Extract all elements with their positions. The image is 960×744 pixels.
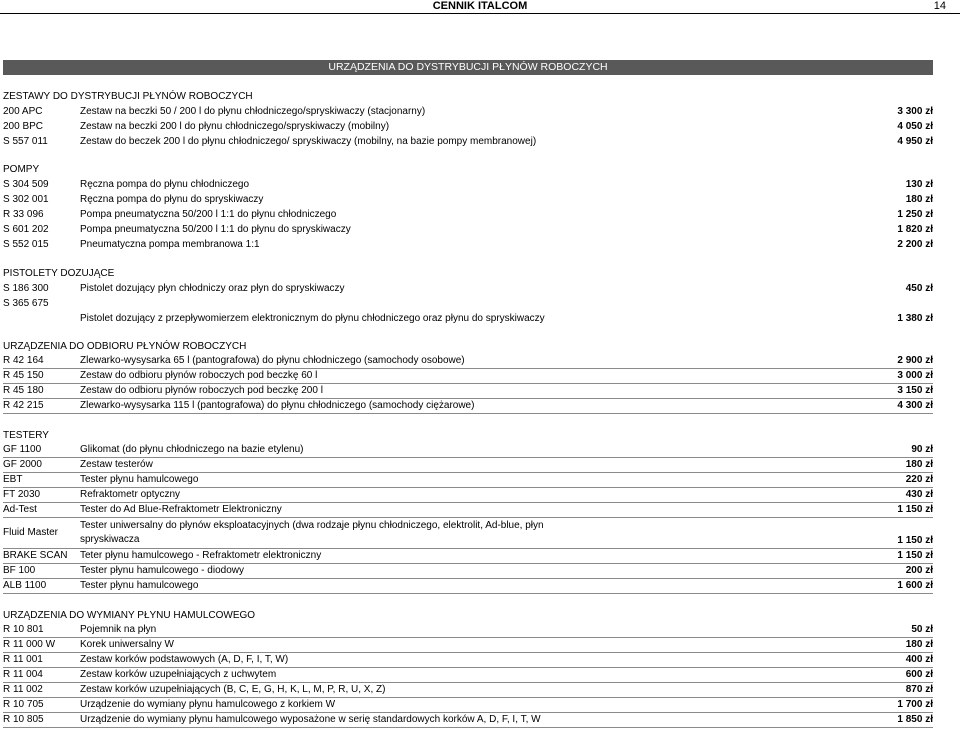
product-price: 4 300 zł: [897, 400, 933, 411]
product-price: 3 150 zł: [897, 385, 933, 396]
product-description: Tester płynu hamulcowego - diodowy: [80, 565, 244, 576]
product-description: Urządzenie do wymiany płynu hamulcowego z korkiem W: [80, 699, 336, 710]
product-description: Tester do Ad Blue-Refraktometr Elektroniczny: [80, 504, 282, 515]
price-row: [3, 458, 933, 473]
price-row: [3, 698, 933, 713]
product-code: Fluid Master: [3, 527, 59, 538]
product-price: 600 zł: [905, 669, 933, 680]
price-section: [3, 162, 933, 252]
header-divider: [0, 13, 960, 14]
product-description: Zestaw do odbioru płynów roboczych pod beczkę 60 l: [80, 370, 318, 381]
product-description: Zestaw korków uzupełniających (B, C, E, G, H, K, L, M, P, R, U, X, Z): [80, 684, 386, 695]
product-price: 1 380 zł: [897, 313, 933, 324]
product-code: R 10 805: [3, 714, 44, 725]
price-row: [3, 473, 933, 488]
product-price: 1 250 zł: [897, 209, 933, 220]
product-description: Ręczna pompa do płynu do spryskiwaczy: [80, 194, 264, 205]
price-row: [3, 549, 933, 564]
section-title: POMPY: [3, 164, 40, 175]
product-code: S 557 011: [3, 136, 48, 147]
product-code: R 11 002: [3, 684, 43, 695]
price-section: [3, 428, 933, 594]
product-description: Zestaw testerów: [80, 459, 153, 470]
product-code: 200 APC: [3, 106, 43, 117]
product-code: BF 100: [3, 565, 36, 576]
product-code: R 42 215: [3, 400, 44, 411]
document-title: CENNIK ITALCOM: [432, 0, 528, 12]
product-code: R 45 150: [3, 370, 44, 381]
section-title: URZĄDZENIA DO WYMIANY PŁYNU HAMULCOWEGO: [3, 610, 256, 621]
price-row: [3, 222, 933, 237]
product-description: Pompa pneumatyczna 50/200 l 1:1 do płynu do spryskiwaczy: [80, 224, 351, 235]
price-row: [3, 354, 933, 369]
product-description: Tester płynu hamulcowego: [80, 474, 199, 485]
price-section: [3, 89, 933, 149]
product-description: Glikomat (do płynu chłodniczego na bazie etylenu): [80, 444, 304, 455]
product-price: 1 820 zł: [897, 224, 933, 235]
price-row: [3, 713, 933, 728]
product-description: Pojemnik na płyn: [80, 624, 157, 635]
product-description: Tester płynu hamulcowego: [80, 580, 199, 591]
price-row: [3, 207, 933, 222]
price-row: [3, 177, 933, 192]
product-description: Zestaw na beczki 50 / 200 l do płynu chłodniczego/spryskiwaczy (stacjonarny): [80, 106, 426, 117]
product-price: 1 150 zł: [897, 504, 933, 515]
product-description: Pneumatyczna pompa membranowa 1:1: [80, 239, 260, 250]
product-code: R 11 001: [3, 654, 43, 665]
product-description: Zlewarko-wysysarka 115 l (pantografowa) do płynu chłodniczego (samochody ciężarowe): [80, 400, 475, 411]
product-price: 1 850 zł: [897, 714, 933, 725]
price-row: [3, 623, 933, 638]
product-code: 200 BPC: [3, 121, 44, 132]
price-section: [3, 608, 933, 728]
product-description: Ręczna pompa do płynu chłodniczego: [80, 179, 249, 190]
price-row: [3, 653, 933, 668]
product-price: 1 150 zł: [897, 535, 933, 546]
product-code: GF 1100: [3, 444, 42, 455]
product-code: BRAKE SCAN: [3, 550, 68, 561]
section-title: TESTERY: [3, 430, 49, 441]
product-price: 450 zł: [905, 283, 933, 294]
price-row: [3, 369, 933, 384]
page-number: 14: [933, 0, 946, 12]
product-code: S 365 675: [3, 298, 49, 309]
price-row: [3, 443, 933, 458]
price-row: [3, 683, 933, 698]
product-price: 2 200 zł: [897, 239, 933, 250]
price-section: [3, 266, 933, 326]
section-title: ZESTAWY DO DYSTRYBUCJI PŁYNÓW ROBOCZYCH: [3, 91, 253, 102]
product-code: R 11 004: [3, 669, 43, 680]
product-price: 50 zł: [911, 624, 933, 635]
product-description: Korek uniwersalny W: [80, 639, 174, 650]
product-description: Pistolet dozujący płyn chłodniczy oraz płyn do spryskiwaczy: [80, 283, 345, 294]
product-description: Zestaw do beczek 200 l do płynu chłodniczego/ spryskiwaczy (mobilny, na bazie pompy membranowej): [80, 136, 537, 147]
price-row: [3, 488, 933, 503]
price-row: [3, 237, 933, 252]
section-title: PISTOLETY DOZUJĄCE: [3, 268, 115, 279]
product-code: S 302 001: [3, 194, 49, 205]
product-code: FT 2030: [3, 489, 41, 500]
product-price: 130 zł: [905, 179, 933, 190]
product-code: GF 2000: [3, 459, 42, 470]
product-code: S 601 202: [3, 224, 49, 235]
product-price: 180 zł: [905, 194, 933, 205]
product-code: ALB 1100: [3, 580, 47, 591]
product-code: S 186 300: [3, 283, 49, 294]
price-section: [3, 339, 933, 414]
product-description: Zestaw korków uzupełniających z uchwytem: [80, 669, 277, 680]
product-price: 180 zł: [905, 459, 933, 470]
product-code: R 42 164: [3, 355, 44, 366]
product-description: Urządzenie do wymiany płynu hamulcowego wyposażone w serię standardowych korków A, D, F, I, T, W: [80, 714, 541, 725]
product-price: 90 zł: [911, 444, 933, 455]
product-code: Ad-Test: [3, 504, 37, 515]
product-price: 200 zł: [905, 565, 933, 576]
product-description: Tester uniwersalny do płynów eksploatacyjnych (dwa rodzaje płynu chłodniczego, elektrolit, Ad-blue, płyn spryskiwacza: [80, 520, 544, 545]
product-price: 430 zł: [905, 489, 933, 500]
product-description: Zestaw korków podstawowych (A, D, F, I, T, W): [80, 654, 289, 665]
product-price: 2 900 zł: [897, 355, 933, 366]
product-price: 4 050 zł: [897, 121, 933, 132]
product-code: R 33 096: [3, 209, 44, 220]
product-price: 3 000 zł: [897, 370, 933, 381]
product-price: 870 zł: [905, 684, 933, 695]
product-code: R 11 000 W: [3, 639, 56, 650]
price-row: [3, 564, 933, 579]
product-price: 1 150 zł: [897, 550, 933, 561]
price-row: [3, 192, 933, 207]
product-price: 180 zł: [905, 639, 933, 650]
product-code: R 10 801: [3, 624, 44, 635]
product-price: 3 300 zł: [897, 106, 933, 117]
product-description: Zestaw do odbioru płynów roboczych pod beczkę 200 l: [80, 385, 323, 396]
price-row: [3, 384, 933, 399]
product-description: Pistolet dozujący z przepływomierzem elektronicznym do płynu chłodniczego oraz płynu do spryskiwaczy: [80, 313, 545, 324]
product-price: 220 zł: [905, 474, 933, 485]
product-code: S 552 015: [3, 239, 49, 250]
product-description: Zestaw na beczki 200 l do płynu chłodniczego/spryskiwaczy (mobilny): [80, 121, 390, 132]
product-price: 4 950 zł: [897, 136, 933, 147]
category-banner: URZĄDZENIA DO DYSTRYBUCJI PŁYNÓW ROBOCZYCH: [3, 60, 933, 75]
product-price: 1 600 zł: [897, 580, 933, 591]
price-row: [3, 134, 933, 149]
product-code: EBT: [3, 474, 23, 485]
product-price: 400 zł: [905, 654, 933, 665]
price-row: [3, 104, 933, 119]
price-row: [3, 668, 933, 683]
section-title: URZĄDZENIA DO ODBIORU PŁYNÓW ROBOCZYCH: [3, 341, 247, 352]
product-price: 1 700 zł: [897, 699, 933, 710]
price-row: [3, 518, 933, 549]
product-description: Refraktometr optyczny: [80, 489, 181, 500]
price-row: [3, 579, 933, 594]
price-list: [3, 89, 933, 728]
product-code: R 10 705: [3, 699, 44, 710]
price-row: [3, 296, 933, 326]
price-row: [3, 119, 933, 134]
price-row: [3, 503, 933, 518]
product-description: Teter płynu hamulcowego - Refraktometr elektroniczny: [80, 550, 322, 561]
price-row: [3, 638, 933, 653]
price-row: [3, 399, 933, 414]
price-row: [3, 281, 933, 296]
product-description: Zlewarko-wysysarka 65 l (pantografowa) do płynu chłodniczego (samochody osobowe): [80, 355, 465, 366]
product-description: Pompa pneumatyczna 50/200 l 1:1 do płynu chłodniczego: [80, 209, 337, 220]
product-code: R 45 180: [3, 385, 44, 396]
product-code: S 304 509: [3, 179, 49, 190]
